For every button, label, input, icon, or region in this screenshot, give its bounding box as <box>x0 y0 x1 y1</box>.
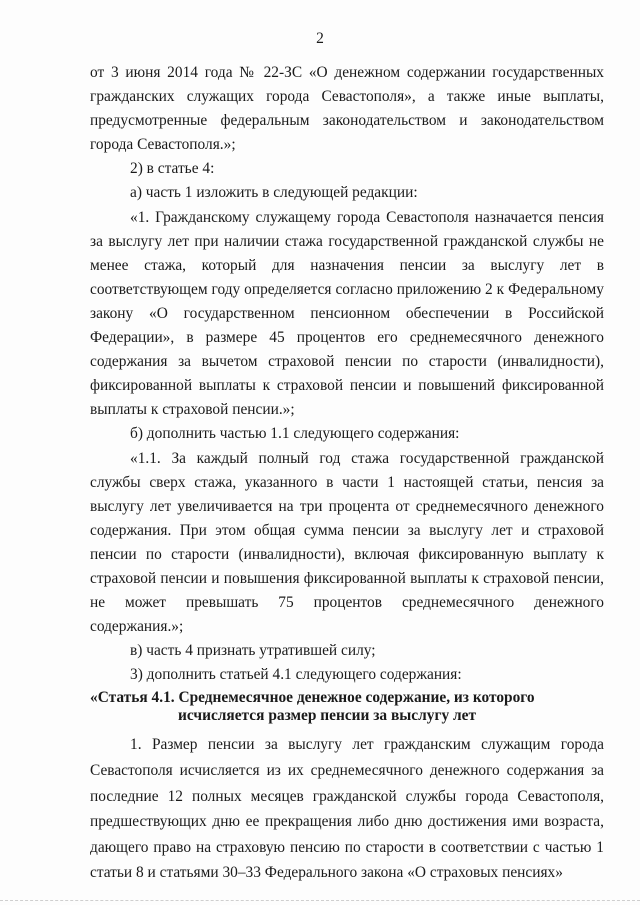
paragraph-continuation: от 3 июня 2014 года № 22-ЗС «О денежном содержании государственных гражданских служащих города Севастополя», а также иные выплаты, предусмотренные федеральным законодательством и законодательством города Севастополя.»; <box>90 64 604 154</box>
paragraph-part-1-1: «1.1. За каждый полный год стажа государственной гражданской службы сверх стажа, указанного в части 1 настоящей статьи, пенсия за выслугу лет увеличивается на три процента от среднемесячного денежного содержания. При этом общая сумма пенсии за выслугу лет и страховой пенсии по старости (инвалидности), включая фиксированную выплату к страховой пенсии и повышения фиксированной выплаты к страховой пенсии, не может превышать 75 процентов среднемесячного денежного содержания.»; <box>90 449 604 636</box>
article-heading-line-1: «Статья 4.1. Среднемесячное денежное содержание, из которого <box>90 689 535 707</box>
document-body <box>90 61 604 886</box>
article-heading <box>90 689 604 725</box>
page-number: 2 <box>316 30 324 47</box>
paragraph-item-v: в) часть 4 признать утратившей силу; <box>130 642 376 660</box>
paragraph-part-1: «1. Гражданскому служащему города Севастополя назначается пенсия за выслугу лет при наличии стажа государственной гражданской службы не менее стажа, который для назначения пенсии за выслугу лет в соответствующем году определяется согласно приложению 2 к Федеральному закону «О государственном пенсионном обеспечении в Российской Федерации», в размере 45 процентов его среднемесячного денежного содержания за вычетом страховой пенсии по старости (инвалидности), фиксированной выплаты к страховой пенсии и повышений фиксированной выплаты к страховой пенсии.»; <box>90 208 604 419</box>
paragraph-item-2: 2) в статье 4: <box>130 160 215 178</box>
paragraph-item-b: б) дополнить частью 1.1 следующего содержания: <box>130 425 460 443</box>
article-paragraph-1: 1. Размер пенсии за выслугу лет гражданским служащим города Севастополя исчисляется из их среднемесячного денежного содержания за последние 12 полных месяцев гражданской службы города Севастополя, предшествующих дню ее прекращения либо дню достижения ими возраста, дающего право на страховую пенсию по старости в соответствии с частью 1 статьи 8 и статьями 30–33 Федерального закона «О страховых пенсиях» <box>90 736 604 882</box>
paragraph-item-3: 3) дополнить статьей 4.1 следующего содержания: <box>130 666 462 684</box>
article-heading-line-2: исчисляется размер пенсии за выслугу лет <box>178 707 477 725</box>
paragraph-item-a: а) часть 1 изложить в следующей редакции: <box>130 184 418 202</box>
scan-bottom-edge <box>0 900 640 905</box>
